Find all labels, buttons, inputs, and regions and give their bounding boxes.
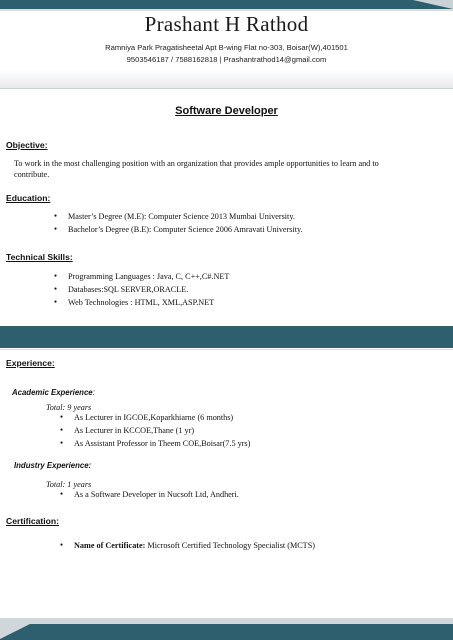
certification-list [60,539,315,552]
bottom-teal-band [30,624,453,640]
top-underline [0,9,453,11]
section-divider-rule [0,349,453,350]
job-role-title: Software Developer [175,105,278,117]
certification-heading: Certification: [6,516,59,526]
academic-experience-list [60,411,250,450]
industry-experience-list [60,488,239,501]
skills-list [54,270,229,309]
bottom-teal-wedge [0,624,30,640]
certificate-name: Microsoft Certified Technology Specialist (MCTS) [145,541,315,550]
top-corner-accent [413,0,453,9]
objective-heading: Objective: [6,140,48,150]
industry-total: Total: 1 years [46,480,92,489]
certificate-label: Name of Certificate: [74,541,146,550]
header-divider [0,70,453,89]
academic-experience-heading [12,388,95,397]
list-item: ● Databases:SQL SERVER,ORACLE. [54,283,229,296]
contact-line: 9503546187 / 7588162818 | Prashantrathod14@gmail.com [126,55,327,64]
top-teal-band [0,0,453,9]
industry-experience-heading: Industry Experience: [14,461,92,470]
academic-experience-suffix: : [92,388,95,397]
list-item: ● Web Technologies : HTML, XML,ASP.NET [54,296,229,309]
candidate-name: Prashant H Rathod [144,12,309,36]
top-decorative-bar [0,0,453,11]
list-item: ● Bachelor’s Degree (B.E): Computer Science 2006 Amravati University. [54,223,303,236]
bottom-decorative-bar [0,618,453,640]
academic-total: Total: 9 years [46,403,92,412]
list-item: ● Master’s Degree (M.E): Computer Science 2013 Mumbai University. [54,210,303,223]
list-item: ● Programming Languages : Java, C, C++,C#.NET [54,270,229,283]
section-divider-band [0,326,453,348]
list-item [60,539,315,552]
list-item: ● As Lecturer in IGCOE,Koparkhiarne (6 months) [60,411,250,424]
skills-heading: Technical Skills: [6,252,73,262]
experience-heading: Experience: [6,358,55,368]
list-item: ● As Lecturer in KCCOE,Thane (1 yr) [60,424,250,437]
address-line: Ramniya Park Pragatisheetal Apt B-wing Flat no-303, Boisar(W),401501 [105,43,348,52]
objective-text: To work in the most challenging position with an organization that provides ample opportunities to learn and to contribute. [14,159,379,179]
education-heading: Education: [6,193,51,203]
list-item: ● As a Software Developer in Nucsoft Ltd, Andheri. [60,488,239,501]
academic-experience-title: Academic Experience [12,388,93,397]
education-list [54,210,303,236]
list-item: ● As Assistant Professor in Theem COE,Boisar(7.5 yrs) [60,437,250,450]
